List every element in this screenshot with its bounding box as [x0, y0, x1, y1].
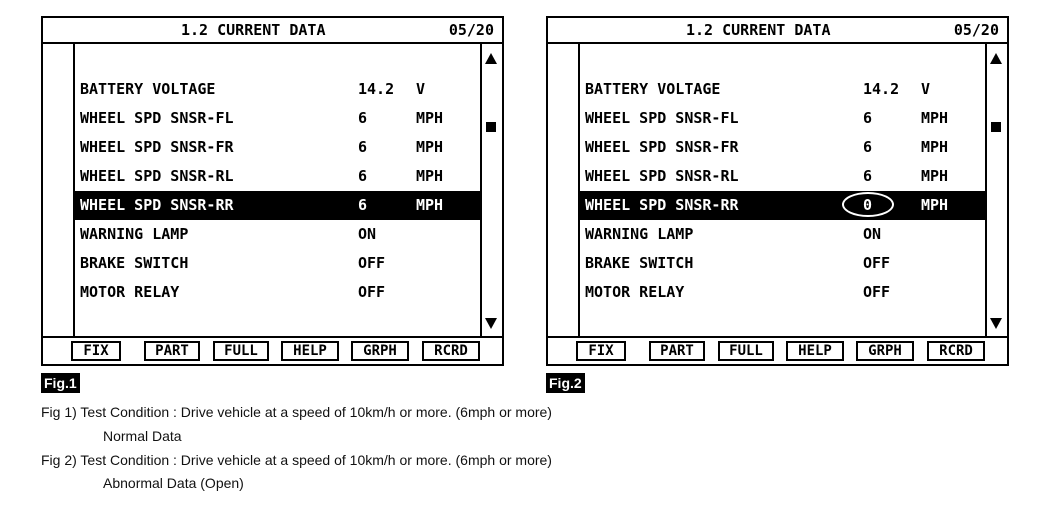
record-button[interactable]: RCRD [422, 341, 480, 361]
row-value: 6 [358, 109, 368, 127]
row-value: OFF [863, 254, 891, 272]
row-name: WHEEL SPD SNSR-RR [585, 196, 739, 214]
row-value: 6 [863, 167, 873, 185]
data-row-motor-relay[interactable] [580, 278, 985, 307]
square-icon[interactable] [991, 122, 1001, 132]
fix-button[interactable]: FIX [71, 341, 121, 361]
figure-label-1: Fig.1 [41, 373, 80, 393]
row-name: BATTERY VOLTAGE [80, 80, 216, 98]
row-unit: MPH [921, 196, 949, 214]
row-name: WHEEL SPD SNSR-FL [80, 109, 234, 127]
title-bar [548, 18, 1007, 44]
row-value: 14.2 [358, 80, 395, 98]
row-value: 0 [863, 196, 873, 214]
part-button[interactable]: PART [144, 341, 200, 361]
data-rows [75, 75, 480, 307]
help-button[interactable]: HELP [786, 341, 844, 361]
row-name: WHEEL SPD SNSR-RL [80, 167, 234, 185]
graph-button[interactable]: GRPH [351, 341, 409, 361]
row-name: WARNING LAMP [80, 225, 189, 243]
row-unit: MPH [416, 167, 444, 185]
title-bar [43, 18, 502, 44]
data-row-brake-switch[interactable] [580, 249, 985, 278]
scrollbar[interactable] [985, 44, 1007, 338]
scrollbar[interactable] [480, 44, 502, 338]
full-button[interactable]: FULL [213, 341, 269, 361]
data-row-warning-lamp[interactable] [75, 220, 480, 249]
page-counter: 05/20 [448, 21, 494, 39]
row-name: WHEEL SPD SNSR-RL [585, 167, 739, 185]
caption-fig2-result: Abnormal Data (Open) [103, 475, 244, 491]
screen-title: 1.2 CURRENT DATA [686, 21, 831, 39]
fix-button[interactable]: FIX [576, 341, 626, 361]
row-name: BATTERY VOLTAGE [585, 80, 721, 98]
triangle-down-icon[interactable] [485, 318, 497, 329]
caption-fig1-condition: Fig 1) Test Condition : Drive vehicle at a speed of 10km/h or more. (6mph or more) [41, 404, 552, 420]
row-name: MOTOR RELAY [585, 283, 685, 301]
row-value: OFF [358, 283, 386, 301]
row-unit: MPH [921, 109, 949, 127]
record-button[interactable]: RCRD [927, 341, 985, 361]
row-value: 14.2 [863, 80, 900, 98]
full-button[interactable]: FULL [718, 341, 774, 361]
row-value: ON [358, 225, 377, 243]
data-row-battery-voltage[interactable] [75, 75, 480, 104]
screen-title: 1.2 CURRENT DATA [181, 21, 326, 39]
triangle-up-icon[interactable] [990, 53, 1002, 64]
data-row-wheel-spd-rr-selected[interactable] [75, 191, 480, 220]
row-value: 6 [358, 138, 368, 156]
data-list-area [548, 44, 987, 338]
row-name: MOTOR RELAY [80, 283, 180, 301]
data-row-motor-relay[interactable] [75, 278, 480, 307]
data-list-area [43, 44, 482, 338]
function-key-bar [43, 336, 502, 364]
data-row-wheel-spd-rl[interactable] [580, 162, 985, 191]
data-row-warning-lamp[interactable] [580, 220, 985, 249]
row-name: BRAKE SWITCH [80, 254, 189, 272]
triangle-down-icon[interactable] [990, 318, 1002, 329]
data-rows [580, 75, 985, 307]
row-value: 6 [863, 109, 873, 127]
row-name: WHEEL SPD SNSR-FR [80, 138, 234, 156]
row-name: WHEEL SPD SNSR-RR [80, 196, 234, 214]
page-counter: 05/20 [953, 21, 999, 39]
scan-tool-screen-fig2 [546, 16, 1009, 366]
row-unit: V [416, 80, 426, 98]
figure-label-2: Fig.2 [546, 373, 585, 393]
caption-fig2-condition: Fig 2) Test Condition : Drive vehicle at a speed of 10km/h or more. (6mph or more) [41, 452, 552, 468]
data-row-wheel-spd-rr-selected[interactable] [580, 191, 985, 220]
row-value: OFF [358, 254, 386, 272]
data-row-wheel-spd-fl[interactable] [580, 104, 985, 133]
data-row-brake-switch[interactable] [75, 249, 480, 278]
row-unit: MPH [921, 167, 949, 185]
row-unit: V [921, 80, 931, 98]
help-button[interactable]: HELP [281, 341, 339, 361]
row-value: 6 [358, 196, 368, 214]
row-name: WHEEL SPD SNSR-FR [585, 138, 739, 156]
row-unit: MPH [416, 109, 444, 127]
data-row-wheel-spd-fr[interactable] [580, 133, 985, 162]
row-value: 6 [863, 138, 873, 156]
part-button[interactable]: PART [649, 341, 705, 361]
scan-tool-screen-fig1 [41, 16, 504, 366]
row-value: OFF [863, 283, 891, 301]
square-icon[interactable] [486, 122, 496, 132]
data-row-wheel-spd-rl[interactable] [75, 162, 480, 191]
data-row-wheel-spd-fr[interactable] [75, 133, 480, 162]
function-key-bar [548, 336, 1007, 364]
data-row-battery-voltage[interactable] [580, 75, 985, 104]
data-row-wheel-spd-fl[interactable] [75, 104, 480, 133]
row-value: ON [863, 225, 882, 243]
row-name: WHEEL SPD SNSR-FL [585, 109, 739, 127]
row-unit: MPH [416, 196, 444, 214]
triangle-up-icon[interactable] [485, 53, 497, 64]
row-name: WARNING LAMP [585, 225, 694, 243]
caption-fig1-result: Normal Data [103, 428, 182, 444]
row-value: 6 [358, 167, 368, 185]
row-unit: MPH [921, 138, 949, 156]
row-unit: MPH [416, 138, 444, 156]
graph-button[interactable]: GRPH [856, 341, 914, 361]
row-name: BRAKE SWITCH [585, 254, 694, 272]
